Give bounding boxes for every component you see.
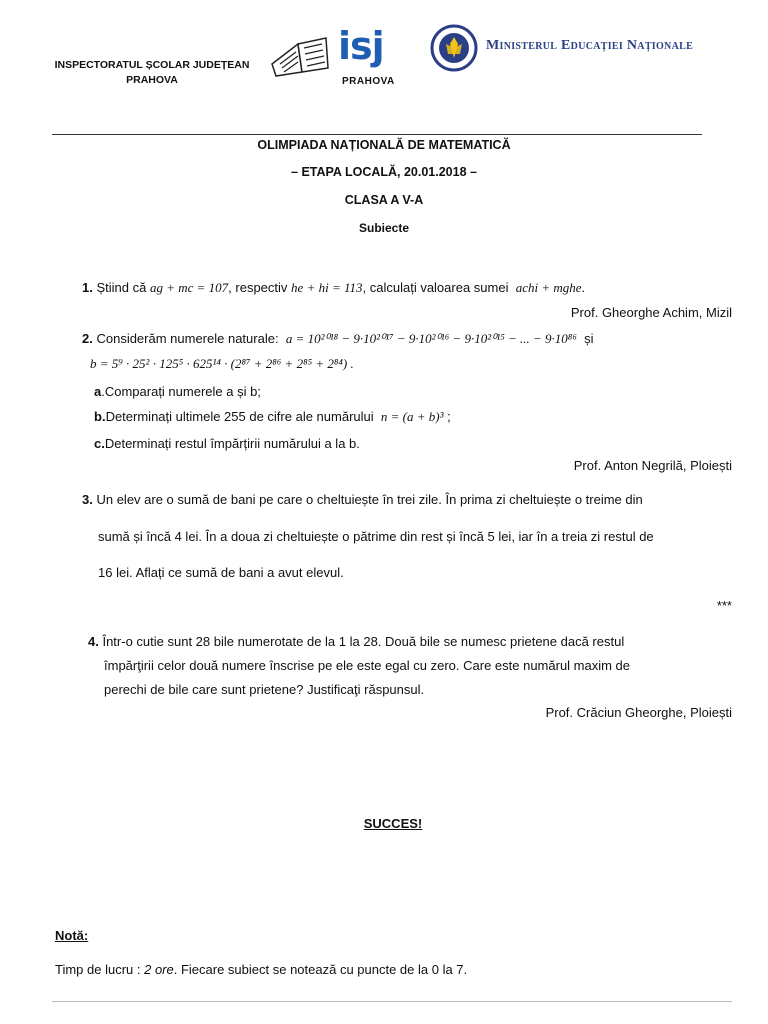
problem-1-number: 1.	[82, 280, 93, 295]
note-text-a: Timp de lucru :	[55, 962, 145, 977]
problem-2-part-c	[94, 435, 360, 453]
problem-1-text-a: Știind că	[96, 280, 147, 295]
problem-2-part-a	[94, 383, 261, 401]
inspectorate-name	[52, 58, 252, 88]
problem-3-line1	[82, 491, 643, 509]
problem-3-text-1: Un elev are o sumă de bani pe care o cheltuiește în trei zile. În prima zi cheltuiește o treime din	[96, 492, 643, 507]
success-closing: SUCCES!	[363, 816, 423, 831]
inspectorate-line1: INSPECTORATUL ȘCOLAR JUDEȚEAN	[54, 59, 250, 71]
ministry-name: Ministerul Educației Naționale	[486, 38, 694, 53]
problem-4-line3: perechi de bile care sunt prietene? Justificaţi răspunsul.	[104, 682, 425, 697]
problem-2-a-expression: a = 10²⁰¹⁸ − 9·10²⁰¹⁷ − 9·10²⁰¹⁶ − 9·10²⁰¹⁵ − ... − 9·10⁸⁶	[285, 331, 577, 346]
problem-3-line2: sumă și încă 4 lei. În a doua zi cheltuiește o pătrime din rest și încă 5 lei, iar în a treia zi restul de	[98, 529, 654, 544]
problem-1-math-c: achi + mghe	[515, 280, 582, 295]
problem-1-text-b: , respectiv	[228, 280, 288, 295]
problem-2-part-b-label: b.	[94, 409, 106, 424]
stage-title: – ETAPA LOCALĂ, 20.01.2018 –	[291, 165, 477, 179]
inspectorate-line2: PRAHOVA	[126, 74, 178, 86]
note-text-c: . Fiecare subiect se notează cu puncte de la 0 la 7.	[173, 962, 468, 977]
problem-2-part-b-text: Determinați ultimele 255 de cifre ale numărului	[105, 409, 374, 424]
problem-2-b-expression	[90, 355, 354, 373]
class-title: CLASA A V-A	[344, 193, 424, 207]
problem-2-number: 2.	[82, 331, 93, 346]
note-duration: 2 ore	[144, 962, 174, 977]
subjects-title: Subiecte	[358, 221, 409, 235]
problem-2	[82, 330, 593, 348]
problem-1-author: Prof. Gheorghe Achim, Mizil	[570, 305, 732, 320]
problem-4-text-1: Într-o cutie sunt 28 bile numerotate de la 1 la 28. Două bile se numesc prietene dacă restul	[102, 634, 625, 649]
problem-2-part-b-math: n = (a + b)³	[380, 409, 444, 424]
header-divider	[52, 134, 702, 135]
problem-2-author: Prof. Anton Negrilă, Ploiești	[573, 458, 732, 473]
problem-1-text-d: .	[581, 280, 586, 295]
problem-1-text-c: , calculați valoarea sumei	[362, 280, 509, 295]
problem-2-part-a-label: a	[94, 384, 102, 399]
problem-4-number: 4.	[88, 634, 99, 649]
olympiad-title: OLIMPIADA NAȚIONALĂ DE MATEMATICĂ	[257, 138, 511, 152]
isj-book-icon	[268, 34, 332, 78]
problem-2-part-c-text: Determinați restul împărțirii numărului a la b.	[104, 436, 360, 451]
problem-1-math-b: he + hi = 113	[291, 280, 363, 295]
footer-divider	[52, 1001, 732, 1002]
note-label: Notă:	[55, 928, 89, 943]
government-crest-icon	[430, 24, 478, 72]
note-text	[55, 961, 467, 979]
isj-sub-text: PRAHOVA	[342, 76, 395, 87]
problem-3-number: 3.	[82, 492, 93, 507]
problem-2-part-b	[94, 408, 451, 426]
problem-2-b-expr: b = 5⁹ · 25² · 125⁵ · 625¹⁴ · (2⁸⁷ + 2⁸⁶ + 2⁸⁵ + 2⁸⁴) .	[90, 356, 354, 371]
separator-stars: ***	[716, 598, 732, 613]
problem-2-intro: Considerăm numerele naturale:	[96, 331, 279, 346]
problem-4-author: Prof. Crăciun Gheorghe, Ploiești	[545, 705, 732, 720]
problem-4-line1	[88, 633, 624, 651]
isj-logo-text: isj	[338, 24, 384, 68]
problem-2-part-b-end: ;	[447, 409, 451, 424]
problem-2-part-c-label: c.	[94, 436, 105, 451]
problem-3-line3: 16 lei. Aflați ce sumă de bani a avut elevul.	[98, 565, 344, 580]
problem-1	[82, 279, 585, 297]
problem-1-math-a: ag + mc = 107	[149, 280, 229, 295]
problem-2-part-a-text: .Comparați numerele a și b;	[101, 384, 261, 399]
problem-2-and: și	[584, 331, 594, 346]
problem-4-line2: împărţirii celor două numere înscrise pe ele este egal cu zero. Care este numărul maxim de	[104, 658, 631, 673]
